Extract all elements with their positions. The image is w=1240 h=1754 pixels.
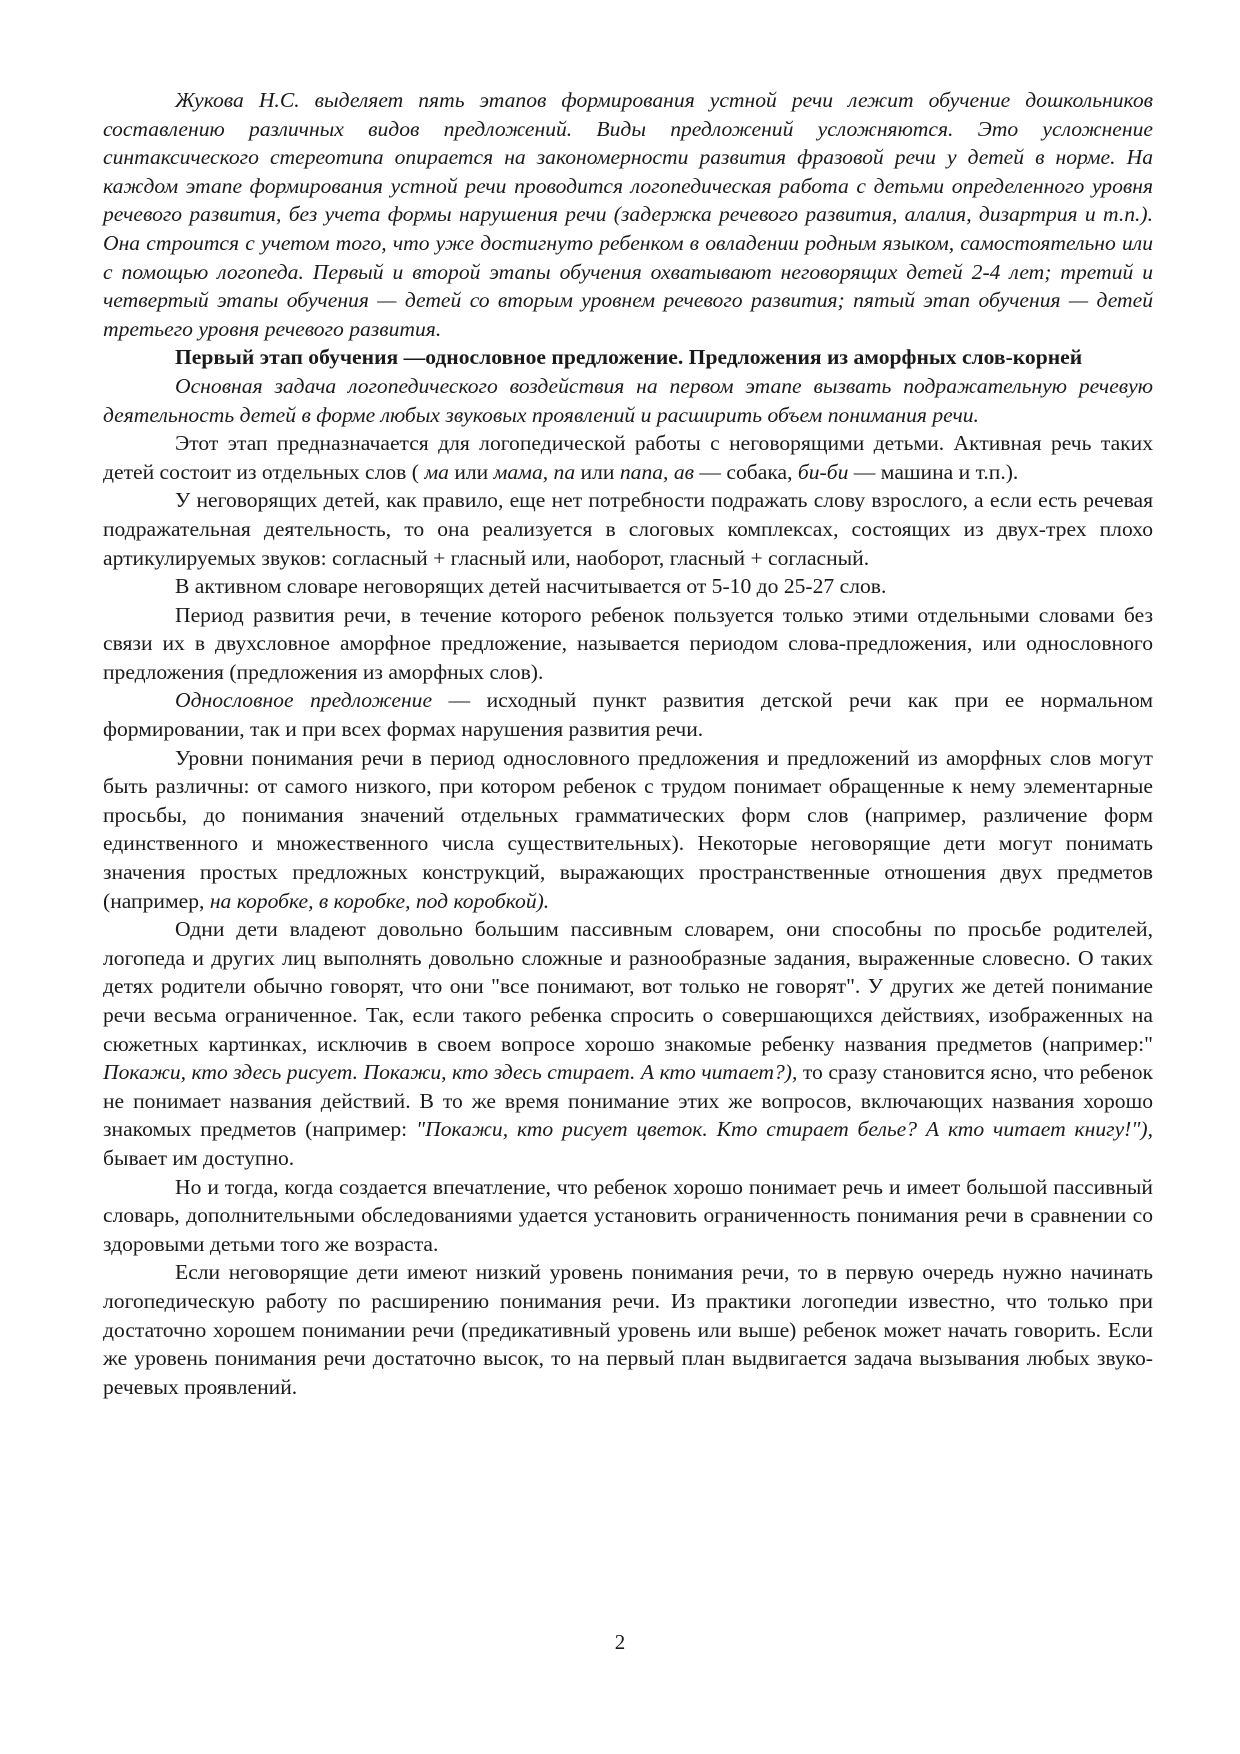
page-number: 2 xyxy=(614,1630,626,1654)
paragraph-7: Одни дети владеют довольно большим пассивным словарем, они способны по просьбе родителей, логопеда и других лиц выполнять довольно сложные и разнообразные задания, выраженные словесно. О таких детях родители обычно говорят, что они "все понимают, вот только не говорят". У других же детей понимание речи весьма ограниченное. Так, если такого ребенка спросить о совершающихся действиях, изображенных на сюжетных картинках, исключив в своем вопросе хорошо знакомые ребенку названия предметов (например:" Покажи, кто здесь рисует. Покажи, кто здесь стирает. А кто читает?), то сразу становится ясно, что ребенок не понимает названия действий. В то же время понимание этих же вопросов, включающих названия хорошо знакомых предметов (например: "Покажи, кто рисует цветок. Кто стирает белье? А кто читает книгу!"), бывает им доступно. xyxy=(103,917,1153,1170)
paragraph-5: Однословное предложение — исходный пункт развития детской речи как при ее нормальном формировании, так и при всех формах нарушения развития речи. xyxy=(103,688,1153,742)
paragraph-8: Но и тогда, когда создается впечатление, что ребенок хорошо понимает речь и имеет большой пассивный словарь, дополнительными обследованиями удается установить ограниченность понимания речи в сравнении со здоровыми детьми того же возраста. xyxy=(103,1174,1153,1256)
task-paragraph: Основная задача логопедического воздействия на первом этапе вызвать подражательную речевую деятельность детей в форме любых звуковых проявлений и расширить объем понимания речи. xyxy=(103,373,1153,427)
section-heading: Первый этап обучения —однословное предложение. Предложения из аморфных слов-корней xyxy=(175,345,1083,370)
paragraph-1: Этот этап предназначается для логопедической работы с неговорящими детьми. Активная речь таких детей состоит из отдельных слов ( ма или мама, па или папа, ав — собака, би-би — машина и т.п.). xyxy=(103,431,1153,484)
paragraph-2: У неговорящих детей, как правило, еще нет потребности подражать слову взрослого, а если есть речевая подражательная деятельность, то она реализуется в слоговых комплексах, состоящих из двух-трех плохо артикулируемых звуков: согласный + гласный или, наоборот, гласный + согласный. xyxy=(103,488,1153,570)
paragraph-6: Уровни понимания речи в период однословного предложения и предложений из аморфных слов могут быть различны: от самого низкого, при котором ребенок с трудом понимает обращенные к нему элементарные просьбы, до понимания значений отдельных грамматических форм слов (например, различение форм единственного и множественного числа существительных). Некоторые неговорящие дети могут понимать значения простых предложных конструкций, выражающих пространственные отношения двух предметов (например, на коробке, в коробке, под коробкой). xyxy=(103,745,1153,913)
paragraph-3: В активном словаре неговорящих детей насчитывается от 5-10 до 25-27 слов. xyxy=(175,574,887,599)
paragraph-4: Период развития речи, в течение которого ребенок пользуется только этими отдельными словами без связи их в двухсловное аморфное предложение, называется периодом слова-предложения, или однословного предложения (предложения из аморфных слов). xyxy=(103,602,1153,684)
paragraph-9: Если неговорящие дети имеют низкий уровень понимания речи, то в первую очередь нужно начинать логопедическую работу по расширению понимания речи. Из практики логопедии известно, что только при достаточно хорошем понимании речи (предикативный уровень или выше) ребенок может начать говорить. Если же уровень понимания речи достаточно высок, то на первый план выдвигается задача вызывания любых звуко-речевых проявлений. xyxy=(103,1260,1153,1399)
document-page xyxy=(103,86,1153,1401)
intro-paragraph: Жукова Н.С. выделяет пять этапов формирования устной речи лежит обучение дошкольников составлению различных видов предложений. Виды предложений усложняются. Это усложнение синтаксического стереотипа опирается на закономерности развития фразовой речи у детей в норме. На каждом этапе формирования устной речи проводится логопедическая работа с детьми определенного уровня речевого развития, без учета формы нарушения речи (задержка речевого развития, алалия, дизартрия и т.п.). Она строится с учетом того, что уже достигнуто ребенком в овладении родным языком, самостоятельно или с помощью логопеда. Первый и второй этапы обучения охватывают неговорящих детей 2-4 лет; третий и четвертый этапы обучения — детей со вторым уровнем речевого развития; пятый этап обучения — детей третьего уровня речевого развития. xyxy=(103,88,1153,341)
